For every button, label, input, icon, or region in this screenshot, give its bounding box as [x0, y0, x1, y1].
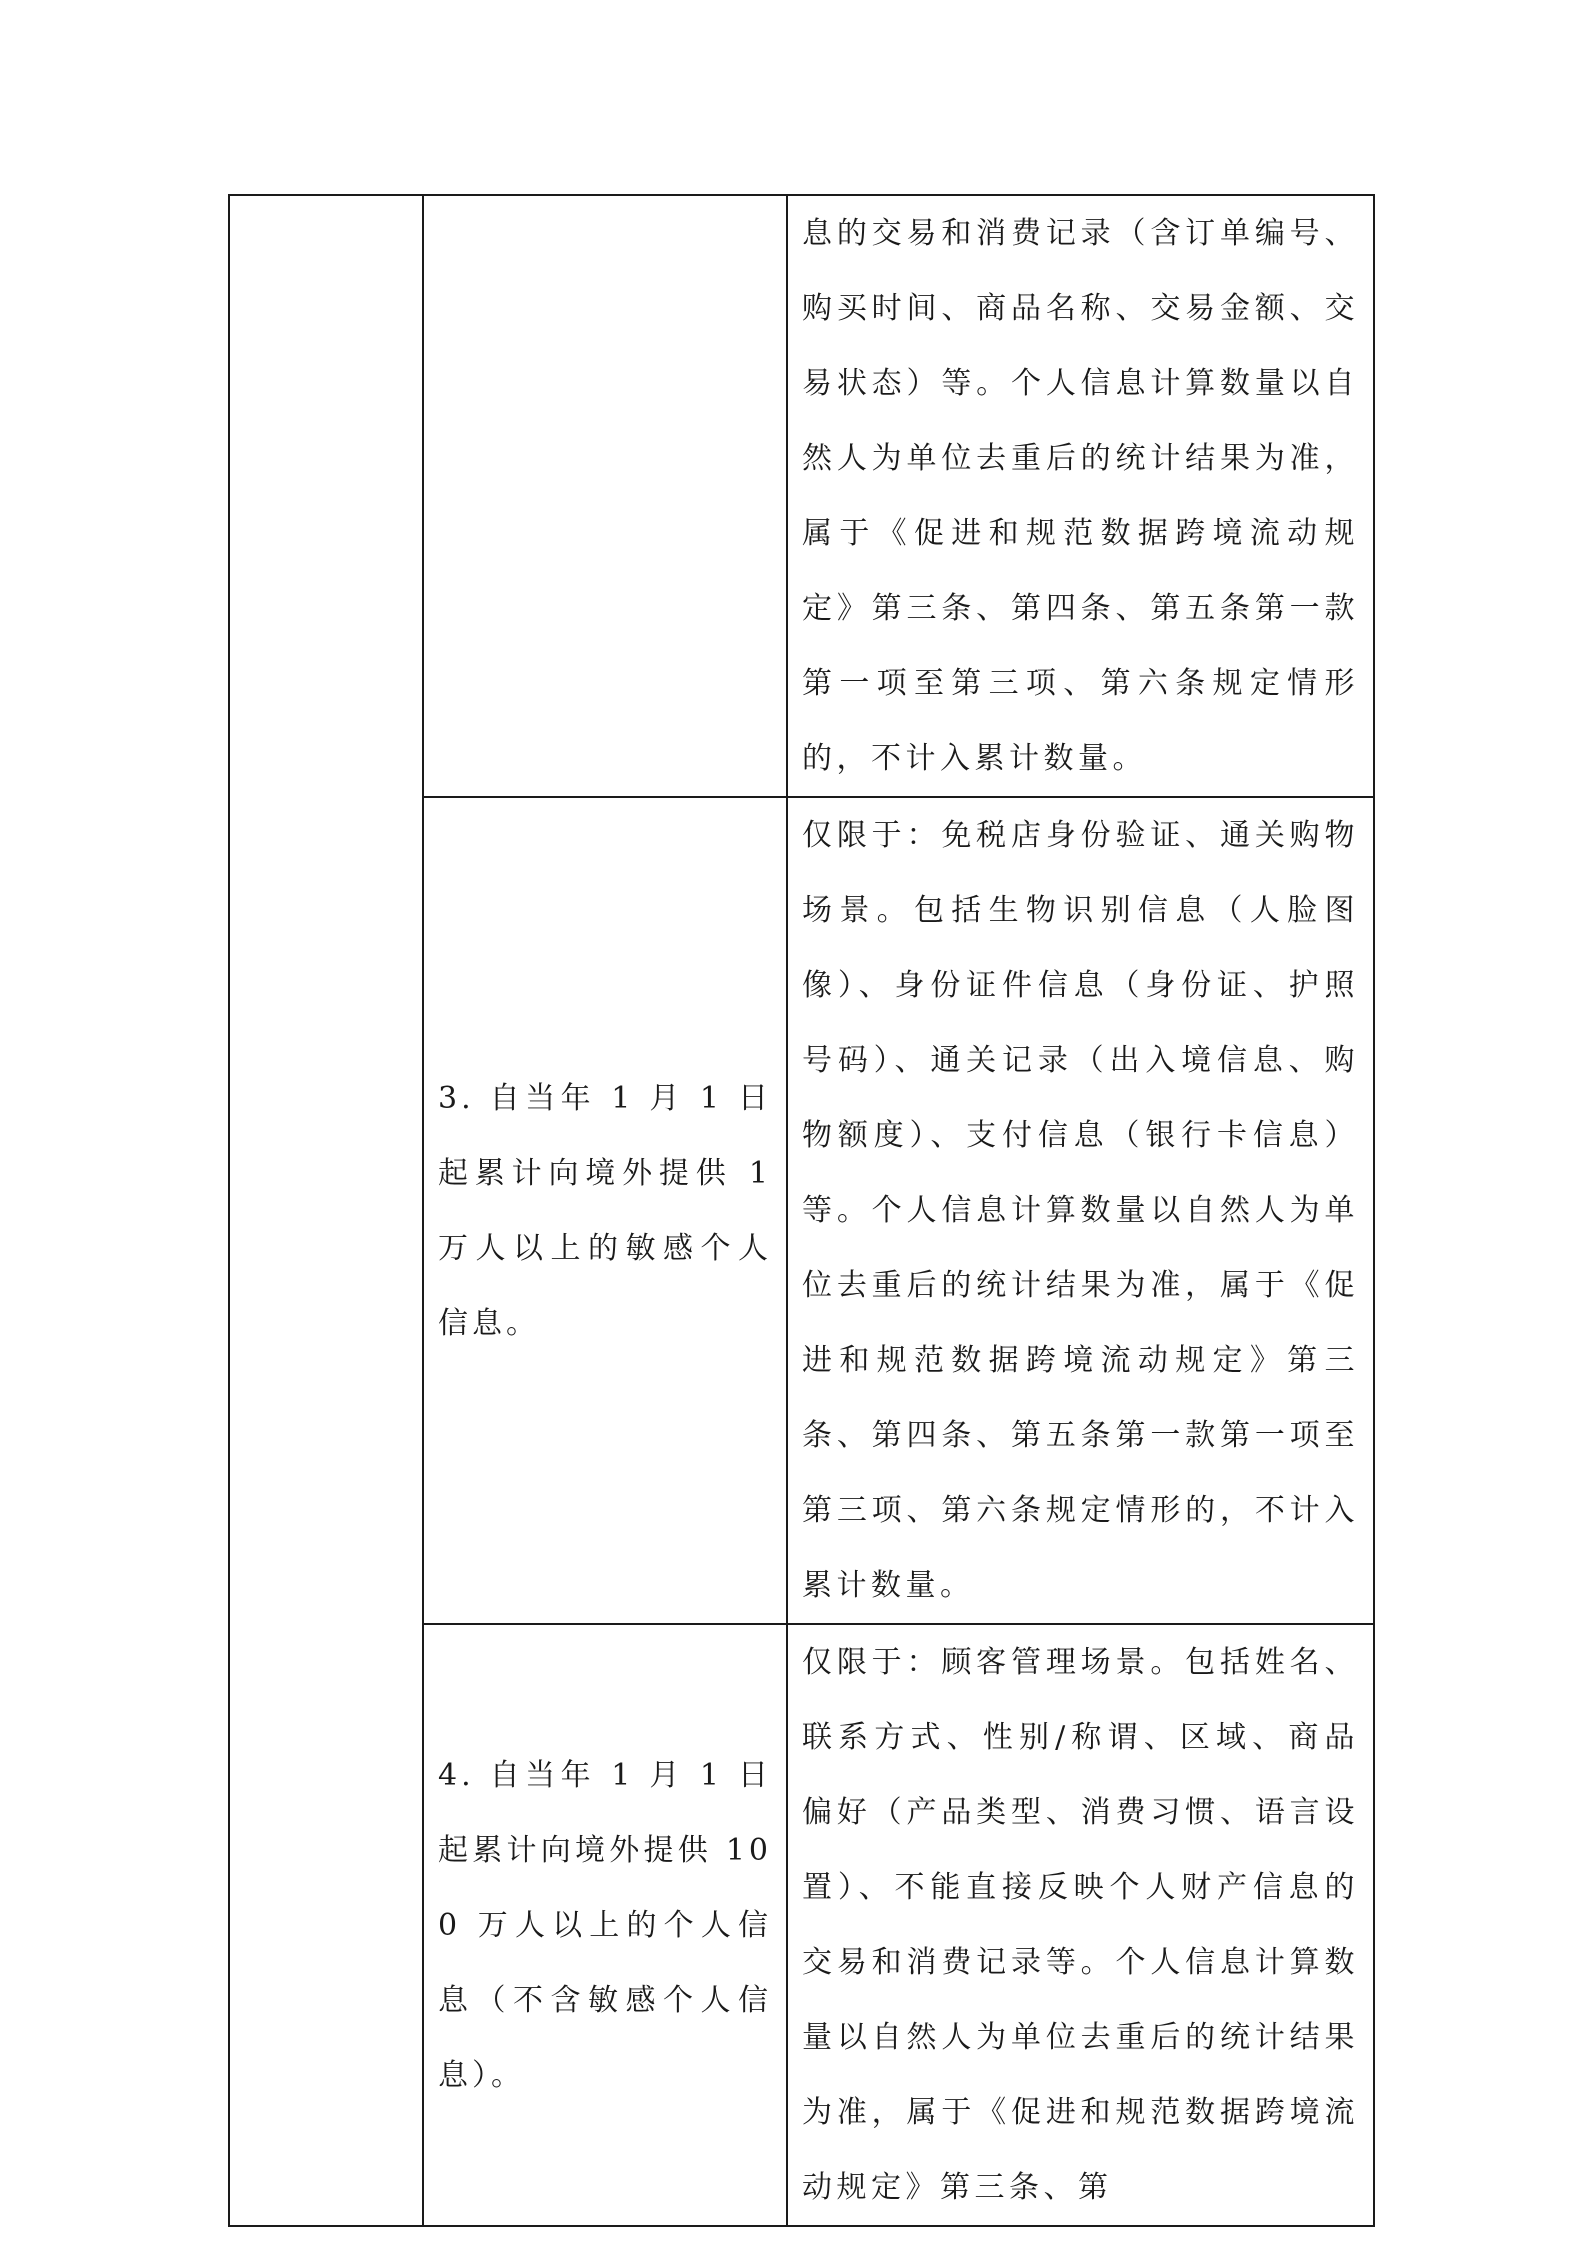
description-cell [787, 195, 1374, 797]
description-text: 息的交易和消费记录（含订单编号、购买时间、商品名称、交易金额、交易状态）等。个人信息计算数量以自然人为单位去重后的统计结果为准，属于《促进和规范数据跨境流动规定》第三条、第四条、第五条第一款第一项至第三项、第六条规定情形的，不计入累计数量。 [802, 216, 1359, 776]
criteria-cell [423, 1624, 787, 2226]
description-text: 仅限于：顾客管理场景。包括姓名、联系方式、性别/称谓、区域、商品偏好（产品类型、消费习惯、语言设置）、不能直接反映个人财产信息的交易和消费记录等。个人信息计算数量以自然人为单位去重后的统计结果为准，属于《促进和规范数据跨境流动规定》第三条、第 [802, 1645, 1359, 2205]
criteria-text: 3. 自当年 1 月 1 日起累计向境外提供 1 万人以上的敏感个人信息。 [438, 1080, 772, 1341]
regulation-table [228, 194, 1375, 2227]
description-text: 仅限于：免税店身份验证、通关购物场景。包括生物识别信息（人脸图像）、身份证件信息（身份证、护照号码）、通关记录（出入境信息、购物额度）、支付信息（银行卡信息）等。个人信息计算数量以自然人为单位去重后的统计结果为准，属于《促进和规范数据跨境流动规定》第三条、第四条、第五条第一款第一项至第三项、第六条规定情形的，不计入累计数量。 [802, 818, 1359, 1603]
criteria-text: 4. 自当年 1 月 1 日起累计向境外提供 100 万人以上的个人信息（不含敏感个人信息）。 [438, 1757, 772, 2093]
criteria-cell [423, 797, 787, 1624]
table-row [229, 195, 1374, 797]
criteria-cell [423, 195, 787, 797]
description-cell [787, 797, 1374, 1624]
category-cell [229, 195, 423, 2226]
description-cell [787, 1624, 1374, 2226]
